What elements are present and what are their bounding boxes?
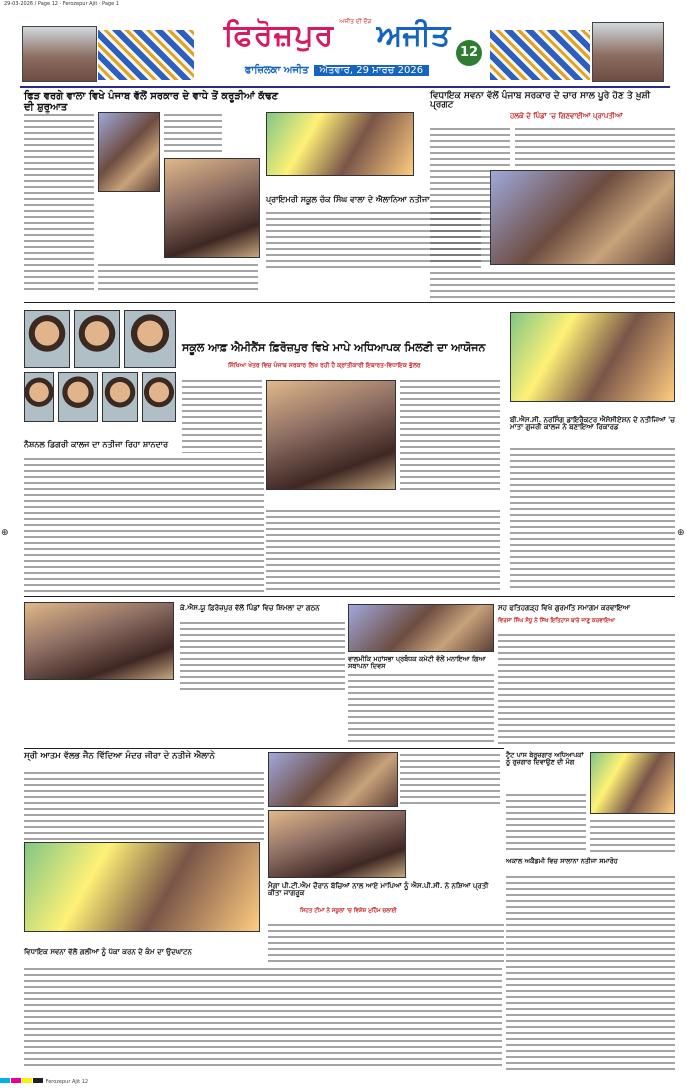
body-a2-col2 xyxy=(515,126,675,166)
color-swatch-cyan xyxy=(0,1078,10,1083)
caption-a6 xyxy=(510,404,675,412)
headline-a6: ਬੀ.ਐਸ.ਸੀ. ਨਰਸਿੰਗ ਡਾਇਰੈਕਟਰ ਐਸੋਸੀਏਸ਼ਨ ਦੇ ਨਤੀਜਿਆਂ 'ਚ ਮਾਤਾ ਗੁਜਰੀ ਕਾਲਜ ਨੇ ਬਣਾਇਆ ਰਿਕਾਰਡ xyxy=(510,415,675,432)
divider-3 xyxy=(24,748,504,749)
masthead-city: ਫਿਰੋਜ਼ਪੁਰ xyxy=(223,18,335,53)
portrait-1 xyxy=(24,310,70,368)
body-a9 xyxy=(498,632,675,744)
subhead-a4: ਸਿੱਖਿਆ ਖੇਤਰ ਵਿਚ ਪੰਜਾਬ ਸਰਕਾਰ ਲਿਖ ਰਹੀ ਹੈ ਕ੍ਰਾਂਤੀਕਾਰੀ ਇਬਾਰਤ-ਵਿਧਾਇਕ ਭੁੱਲਰ xyxy=(228,362,421,369)
body-a5 xyxy=(24,456,264,592)
photo-a14-inauguration xyxy=(24,842,260,932)
portrait-7 xyxy=(142,372,176,422)
body-a4-bottom xyxy=(266,508,500,592)
body-a7 xyxy=(180,620,345,692)
divider-1 xyxy=(24,302,675,303)
headline-a4: ਸਕੂਲ ਆਫ਼ ਐਮੀਨੈਂਸ ਫ਼ਿਰੋਜ਼ਪੁਰ ਵਿਖੇ ਮਾਪੇ ਅਧਿਆਪਕ ਮਿਲਣੀ ਦਾ ਆਯੋਜਨ xyxy=(182,341,486,354)
headline-a5: ਨੈਸ਼ਨਲ ਡਿਗਰੀ ਕਾਲਜ ਦਾ ਨਤੀਜਾ ਰਿਹਾ ਸ਼ਾਨਦਾਰ xyxy=(24,439,169,449)
photo-a12-ptm-1 xyxy=(268,752,398,807)
subhead-a12: ਸਿਹਤ ਟੀਮਾਂ ਨੇ ਸਕੂਲਾਂ 'ਚ ਵਿਸ਼ੇਸ਼ ਮੁਹਿੰਮ ਚਲਾਈ xyxy=(300,908,397,914)
masthead-landmark-photo-left xyxy=(22,26,97,82)
print-meta-line: 29-03-2026 / Page 12 · Ferozepur Ajit · Page 1 xyxy=(4,1,119,7)
masthead-landmark-photo-right xyxy=(592,22,664,82)
body-a1-bottom xyxy=(98,262,258,290)
photo-a11-school xyxy=(590,752,675,814)
photo-a6-graduates xyxy=(510,312,675,402)
photo-a7-leaders xyxy=(24,602,174,680)
headline-a11: ਟੈਟ ਪਾਸ ਬੇਰੁਜ਼ਗਾਰ ਅਧਿਆਪਕਾਂ ਨੂੰ ਰੁਜ਼ਗਾਰ ਦਿਵਾਉਣ ਦੀ ਮੰਗ xyxy=(506,751,584,766)
color-swatch-yellow xyxy=(22,1078,32,1083)
portrait-5 xyxy=(58,372,98,422)
body-a10 xyxy=(24,770,264,840)
masthead-pattern-right xyxy=(490,30,590,80)
portrait-3 xyxy=(124,310,176,368)
body-a12-top xyxy=(400,752,500,808)
color-swatch-black xyxy=(33,1078,43,1083)
portrait-2 xyxy=(74,310,120,368)
body-a6 xyxy=(510,446,675,592)
registration-mark-left: ⊕ xyxy=(1,528,9,538)
masthead-title-block xyxy=(197,18,477,78)
photo-a12-ptm-2 xyxy=(268,810,406,878)
photo-a1-bench xyxy=(164,158,260,258)
footer-text: Ferozepur Ajit 12 xyxy=(45,1079,89,1085)
masthead-brand-note: ਅਜੀਤ ਦੀ ਦੌੜ xyxy=(339,18,372,25)
body-a12 xyxy=(268,922,504,962)
headline-a9: ਸਹ ਫਤਿਹਗੜ੍ਹ ਵਿਖੇ ਗੁਰਮਤਿ ਸਮਾਗਮ ਕਰਵਾਇਆ xyxy=(498,603,631,612)
portrait-6 xyxy=(102,372,138,422)
headline-a2: ਵਿਧਾਇਕ ਸਵਨਾ ਵੱਲੋਂ ਪੰਜਾਬ ਸਰਕਾਰ ਦੇ ਚਾਰ ਸਾਲ ਪੂਰੇ ਹੋਣ ਤੇ ਖ਼ੁਸ਼ੀ ਪ੍ਰਗਟ xyxy=(430,91,651,111)
masthead-subline xyxy=(197,58,477,77)
photo-a2-rally xyxy=(490,170,675,265)
caption-a3 xyxy=(266,178,414,190)
headline-a14: ਵਿਧਾਇਕ ਸਵਨਾ ਵੱਲੋਂ ਗਲੀਆਂ ਨੂੰ ਪੱਕਾ ਕਰਨ ਦੇ ਕੰਮ ਦਾ ਉਦਘਾਟਨ xyxy=(24,947,192,956)
headline-a3: ਪ੍ਰਾਇਮਰੀ ਸਕੂਲ ਚੱਕ ਸਿੰਘ ਵਾਲਾ ਦੇ ਐਲਾਨਿਆ ਨਤੀਜਾ xyxy=(266,194,430,204)
portrait-4 xyxy=(24,372,54,422)
masthead-title xyxy=(197,18,477,52)
body-a1-col2 xyxy=(164,112,222,154)
headline-a1: ਫਿੜ ਵਰਗੇ ਵਾਲਾ ਵਿਖੇ ਪੰਜਾਬ ਵੱਲੋਂ ਸਰਕਾਰ ਦੇ ਵਾਧੇ ਤੋਂ ਕਰੂੜੀਆਂ ਕੱਢਣ ਦੀ ਸ਼ੁਰੂਆਤ xyxy=(24,91,279,113)
page-footer xyxy=(0,1078,687,1089)
color-swatch-magenta xyxy=(11,1078,21,1083)
subhead-a2: ਹਲਕੇ ਦੇ ਪਿੰਡਾਂ 'ਚ ਗਿਣਵਾਈਆਂ ਪ੍ਰਾਪਤੀਆਂ xyxy=(510,112,623,120)
headline-a7: ਕੇ.ਐਸ.ਯੂ ਫ਼ਿਰੋਜ਼ਪੁਰ ਵੱਲੋਂ ਪਿੰਡਾਂ ਵਿਚ ਸ਼ਿਮਲਾ ਦਾ ਗਠਨ xyxy=(180,603,320,612)
masthead-region: ਫਾਜ਼ਿਲਕਾ ਅਜੀਤ xyxy=(244,65,309,76)
headline-a8: ਵਾਲਮੀਕਿ ਮਹਾਂਸਭਾ ਪ੍ਰਬੰਧਕ ਕਮੇਟੀ ਵੱਲੋਂ ਮਨਾਇਆ ਗਿਆ ਸਥਾਪਨਾ ਦਿਵਸ xyxy=(348,655,486,670)
subhead-a9: ਵਿਰਸਾ ਸਿੰਘ ਸੰਧੂ ਨੇ ਸਿੱਖ ਇਤਿਹਾਸ ਬਾਰੇ ਜਾਣੂ ਕਰਵਾਇਆ xyxy=(498,618,615,624)
caption-a5 xyxy=(24,428,176,436)
caption-a14 xyxy=(24,934,260,942)
caption-a7 xyxy=(24,682,174,694)
body-a11 xyxy=(506,792,586,852)
divider-2 xyxy=(24,596,675,597)
masthead-date: ਐਤਵਾਰ, 29 ਮਾਰਚ 2026 xyxy=(314,65,430,76)
headline-a10: ਸ੍ਰੀ ਆਤਮ ਵੱਲਭ ਜੈਨ ਵਿੱਦਿਆ ਮੰਦਰ ਜੀਰਾ ਦੇ ਨਤੀਜੇ ਐਲਾਨੇ xyxy=(24,751,215,761)
photo-a3-school xyxy=(266,112,414,176)
body-a8 xyxy=(348,672,494,744)
photo-a4-meeting xyxy=(266,380,396,490)
caption-a4 xyxy=(266,494,396,504)
print-color-bar xyxy=(0,1079,46,1085)
headline-a12: ਮੈਗਾ ਪੀ.ਟੀ.ਐਮ ਦੌਰਾਨ ਬੱਚਿਆਂ ਨਾਲ ਆਏ ਮਾਪਿਆਂ ਨੂੰ ਐਸ.ਪੀ.ਸੀ. ਨੇ ਨਸ਼ਿਆਂ ਪ੍ਰਤੀ ਕੀਤਾ ਜਾਗਰੂਕ xyxy=(268,881,489,898)
body-a4-col2 xyxy=(400,378,500,490)
masthead-brand: ਅਜੀਤ xyxy=(376,18,451,53)
body-a2-bottom xyxy=(430,270,675,298)
headline-a13: ਅਕਾਲ ਅਕੈਡਮੀ ਵਿਚ ਸਾਲਾਨਾ ਨਤੀਜਾ ਸਮਾਰੋਹ xyxy=(506,857,618,865)
body-a14 xyxy=(24,966,502,1070)
photo-a1-group xyxy=(98,112,160,192)
page-number-badge: 12 xyxy=(456,40,482,66)
body-a13 xyxy=(506,874,675,1070)
body-a4-col1 xyxy=(182,378,262,453)
body-a11-right xyxy=(590,818,675,852)
registration-mark-right: ⊕ xyxy=(677,528,685,538)
photo-a8-ceremony xyxy=(348,604,494,652)
masthead-pattern-left xyxy=(98,30,194,80)
body-a1-col1 xyxy=(24,112,94,290)
